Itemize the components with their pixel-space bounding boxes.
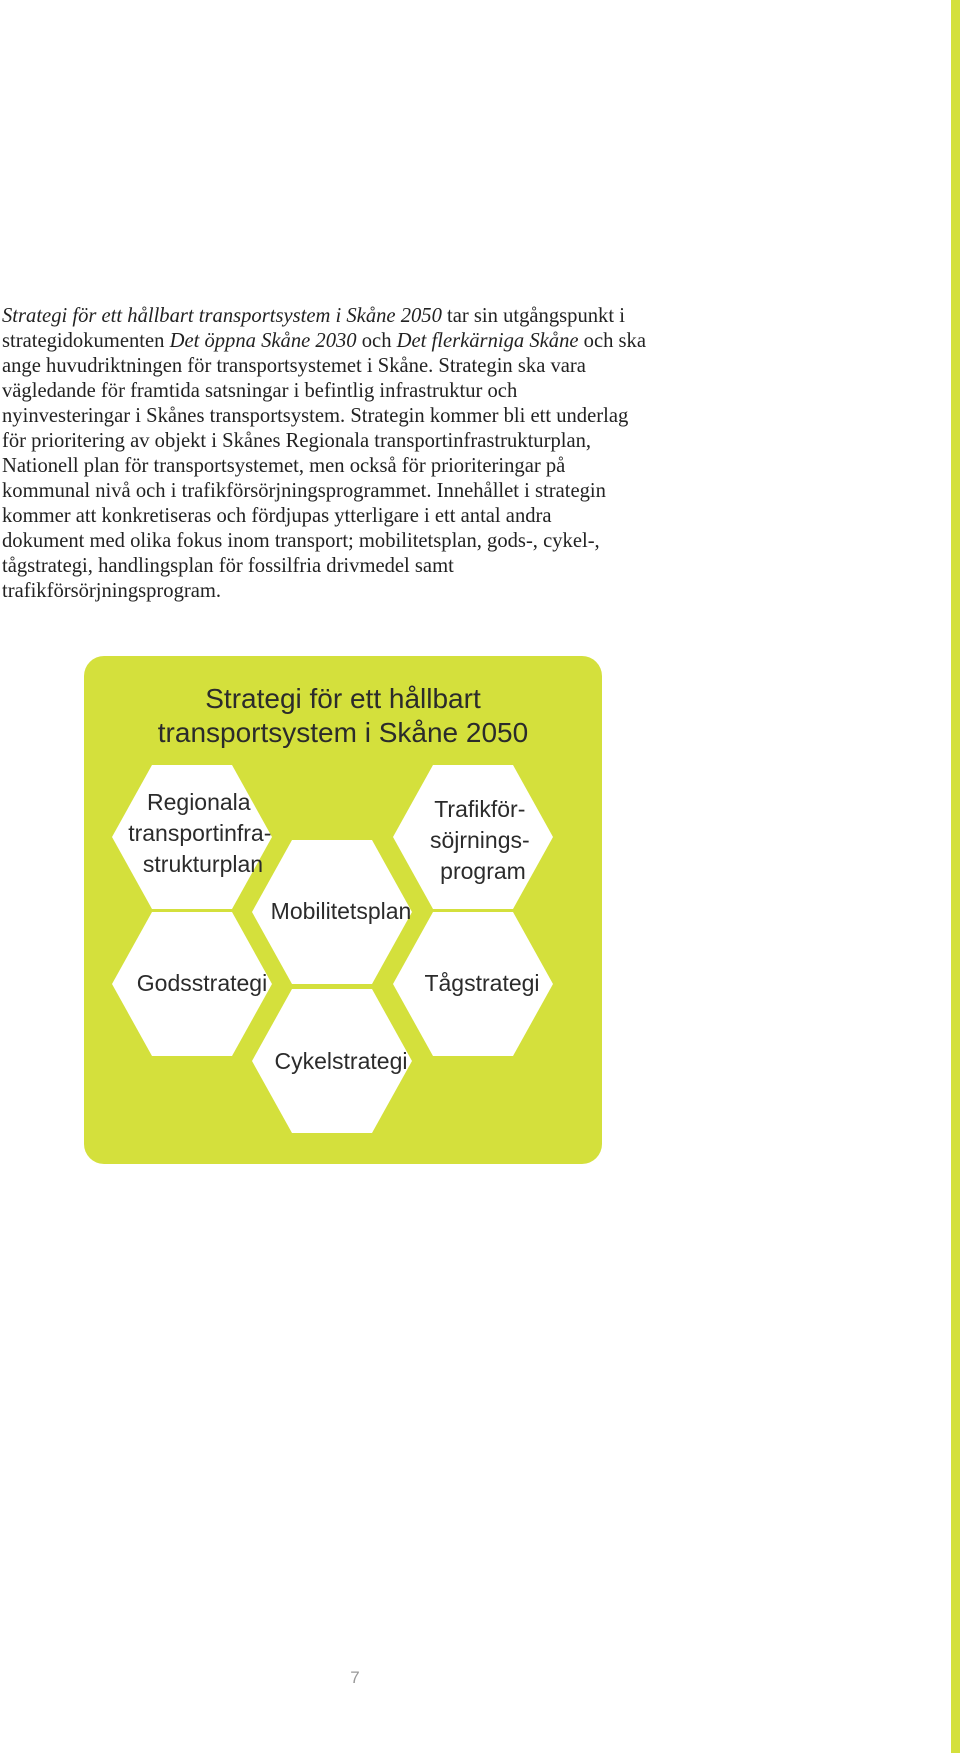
hexagon-tag-label-line-1: Tågstrategi xyxy=(424,970,540,996)
hexagon-trafik-label-line-1: Trafikför- xyxy=(434,796,526,822)
hexagon-tag xyxy=(393,912,553,1056)
hexagon-grid xyxy=(84,656,602,1164)
hexagon-regional-label xyxy=(128,789,278,877)
hexagon-mobilitet xyxy=(252,840,412,984)
intro-title-italic: Strategi för ett hållbart transportsystem i Skåne 2050 xyxy=(2,305,442,327)
hexagon-mobilitet-label xyxy=(271,898,412,924)
hexagon-gods-label xyxy=(137,970,267,996)
hexagon-cykel-label xyxy=(275,1048,408,1074)
strategy-diagram xyxy=(84,656,602,1164)
intro-doc-2-italic: Det flerkärniga Skåne xyxy=(396,330,579,352)
hexagon-tag-label xyxy=(424,970,539,996)
hexagon-mobilitet-label-line-1: Mobilitetsplan xyxy=(270,898,412,924)
intro-paragraph xyxy=(2,304,722,604)
hexagon-trafik xyxy=(393,765,553,909)
hexagon-cykel-label-line-1: Cykelstrategi xyxy=(274,1048,408,1074)
intro-doc-1-italic: Det öppna Skåne 2030 xyxy=(169,330,357,352)
hexagon-trafik-label-line-2: söjrnings- xyxy=(429,827,530,853)
intro-text-1: tar sin utgångspunkt i strategidokumenten xyxy=(2,305,625,352)
hexagon-regional-label-line-1: Regionala xyxy=(147,789,251,815)
diagram-title-line-1: Strategi för ett hållbart xyxy=(205,683,481,714)
hexagon-trafik-label-line-3: program xyxy=(440,858,526,884)
diagram-title-line-2: transportsystem i Skåne 2050 xyxy=(157,717,529,748)
hexagon-regional xyxy=(112,765,278,909)
hexagon-trafik-label xyxy=(430,796,536,884)
intro-text-3: och ska ange huvudriktningen för transportsystemet i Skåne. Strategin ska vara vägledande för framtida satsningar i befintlig infrastruktur och nyinvesteringar i Skånes transportsystem. Strategin kommer bli ett underlag för prioritering av objekt i Skånes Regionala transportinfrastrukturplan, Nationell plan för transportsystemet, men också för prioriteringar på kommunal nivå och i trafikförsörjningsprogrammet. Innehållet i strategin kommer att konkretiseras och fördjupas ytterligare i ett antal andra dokument med olika fokus inom transport; mobilitetsplan, gods-, cykel-, tågstrategi, handlingsplan för fossilfria drivmedel samt trafikförsörjningsprogram. xyxy=(2,330,646,602)
intro-text-2: och xyxy=(356,330,397,352)
hexagon-regional-label-line-3: strukturplan xyxy=(142,851,264,877)
hexagon-regional-label-line-2: transportinfra- xyxy=(128,820,272,846)
hexagon-gods xyxy=(112,912,272,1056)
hexagon-cykel xyxy=(252,989,412,1133)
page-number: 7 xyxy=(350,1668,360,1687)
accent-bar xyxy=(951,0,960,1753)
hexagon-gods-label-line-1: Godsstrategi xyxy=(136,970,268,996)
